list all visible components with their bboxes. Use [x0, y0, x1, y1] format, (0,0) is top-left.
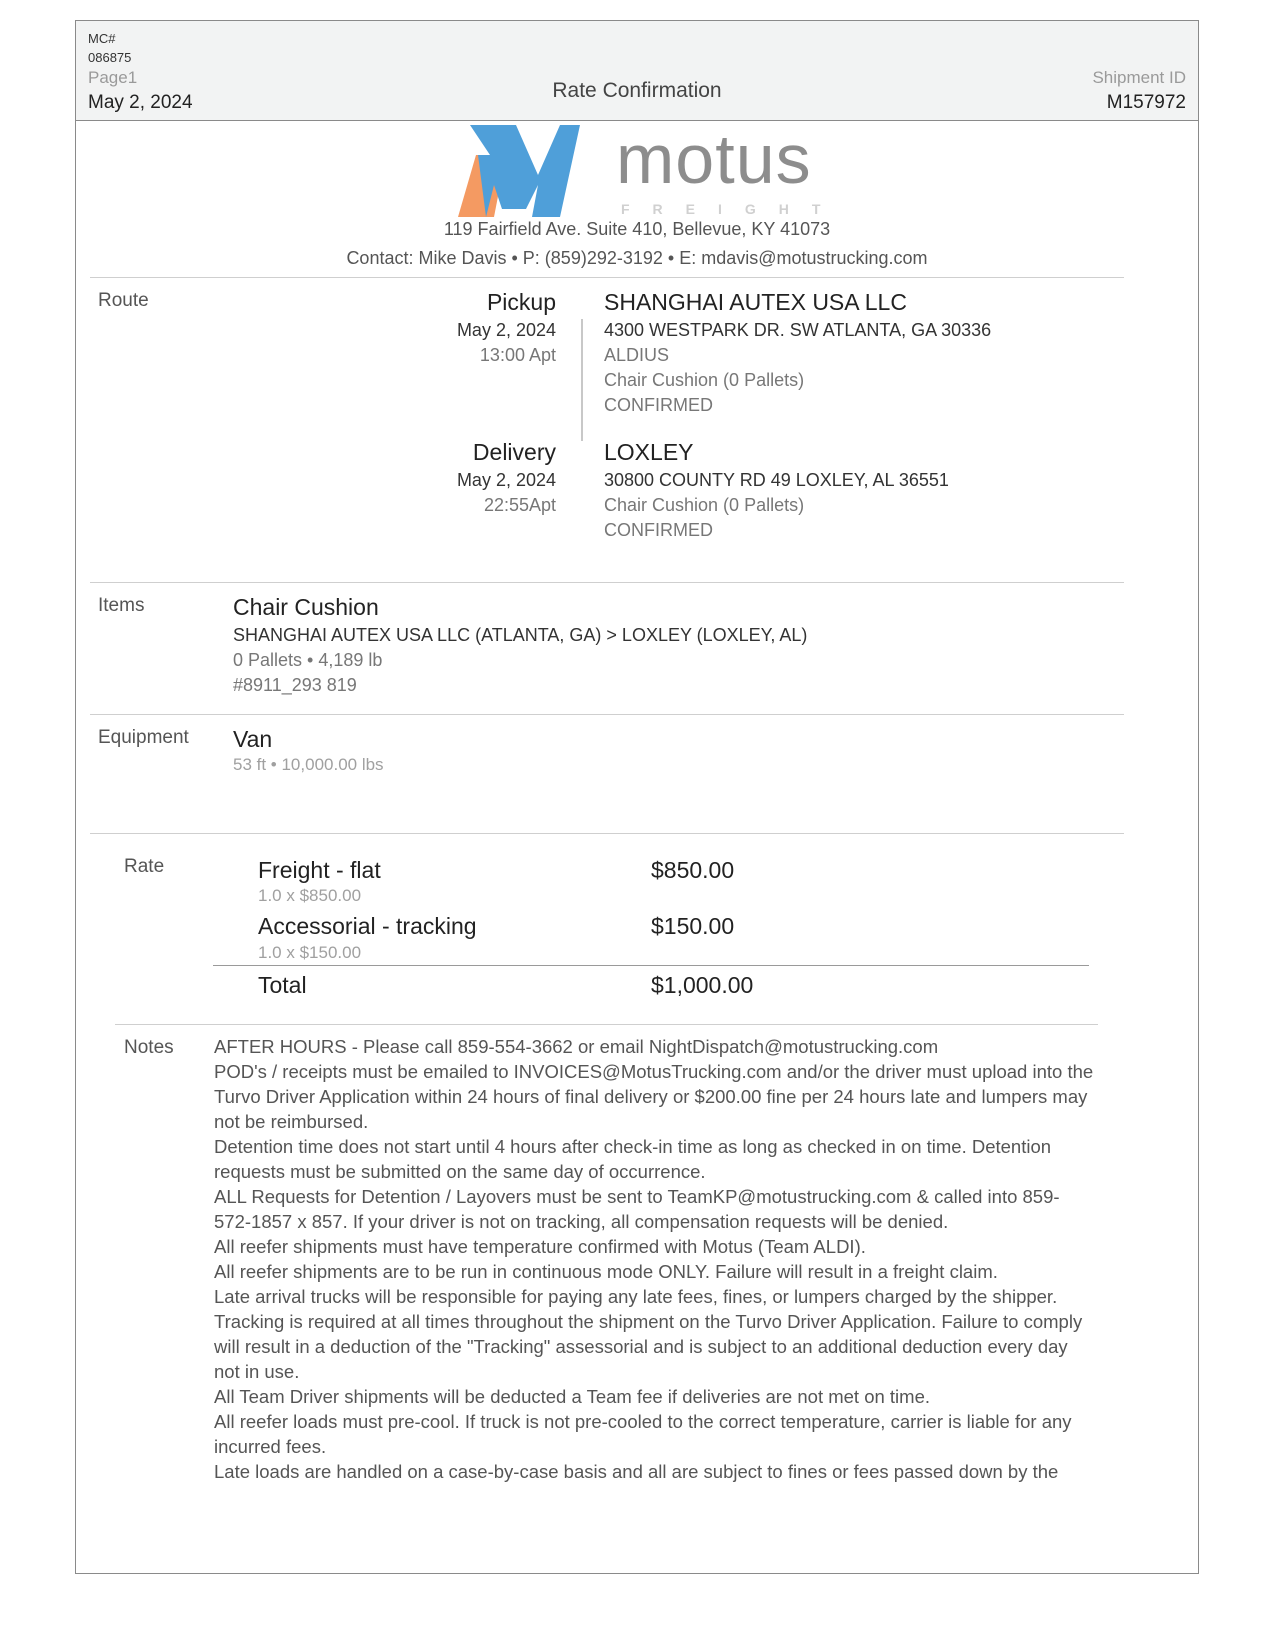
- note-line: ALL Requests for Detention / Layovers must be sent to TeamKP@motustrucking.com & called into 859-572-1857 x 857. If your driver is not on tracking, all compensation requests will be denied.: [214, 1186, 1060, 1232]
- mc-block: [88, 29, 131, 67]
- rate-line-name: Accessorial - tracking: [258, 913, 477, 939]
- page-number: Page1: [88, 68, 138, 87]
- rate-line-detail: 1.0 x $850.00: [258, 886, 362, 905]
- item-reference: #8911_293 819: [233, 675, 357, 695]
- item-quantity: 0 Pallets • 4,189 lb: [233, 650, 383, 670]
- pickup-item: Chair Cushion (0 Pallets): [604, 370, 805, 390]
- equipment-type: Van: [233, 726, 273, 752]
- total-divider: [213, 965, 1089, 966]
- pickup-date: May 2, 2024: [456, 320, 556, 340]
- pickup-status: CONFIRMED: [604, 395, 713, 415]
- mc-number: 086875: [88, 50, 132, 65]
- pickup-time: 13:00 Apt: [479, 345, 556, 365]
- divider: [90, 833, 1124, 834]
- item-lane: SHANGHAI AUTEX USA LLC (ATLANTA, GA) > LOXLEY (LOXLEY, AL): [233, 625, 808, 645]
- delivery-date: May 2, 2024: [456, 470, 556, 490]
- rate-label: Rate: [124, 856, 165, 877]
- note-line: All Team Driver shipments will be deducted a Team fee if deliveries are not met on time.: [214, 1386, 931, 1407]
- rate-total: $1,000.00: [651, 972, 754, 998]
- rate-total-label: Total: [258, 972, 307, 998]
- page-title: Rate Confirmation: [552, 79, 722, 102]
- shipment-id-label: Shipment ID: [1092, 68, 1186, 87]
- note-line: All reefer loads must pre-cool. If truck is not pre-cooled to the correct temperature, carrier is liable for any incurred fees.: [214, 1411, 1072, 1457]
- item-name: Chair Cushion: [233, 594, 379, 620]
- logo-wordmark: motus: [616, 120, 812, 198]
- route-connector: [581, 319, 583, 441]
- note-line: Late loads are handled on a case-by-case basis and all are subject to fines or fees passed down by the: [214, 1461, 1059, 1482]
- notes-label: Notes: [124, 1037, 174, 1058]
- equipment-label: Equipment: [98, 727, 189, 748]
- delivery-address: 30800 COUNTY RD 49 LOXLEY, AL 36551: [604, 470, 949, 490]
- delivery-status: CONFIRMED: [604, 520, 713, 540]
- note-line: Tracking is required at all times throughout the shipment on the Turvo Driver Application. Failure to comply will result in a deduction of the "Tracking" assessorial and is subject to an additional deduction every day not in use.: [214, 1311, 1083, 1382]
- pickup-extra: ALDIUS: [604, 345, 670, 365]
- equipment-spec: 53 ft • 10,000.00 lbs: [233, 755, 384, 774]
- rate-line-amount: $150.00: [651, 913, 735, 939]
- rate-line-amount: $850.00: [651, 857, 735, 883]
- delivery-item: Chair Cushion (0 Pallets): [604, 495, 805, 515]
- note-line: POD's / receipts must be emailed to INVOICES@MotusTrucking.com and/or the driver must upload into the Turvo Driver Application within 24 hours of final delivery or $200.00 fine per 24 hours late and lumpers may not be reimbursed.: [214, 1061, 1094, 1132]
- divider: [90, 714, 1124, 715]
- mc-label: MC#: [88, 31, 116, 46]
- pickup-name: SHANGHAI AUTEX USA LLC: [604, 289, 907, 315]
- document-page: [75, 20, 1199, 1574]
- note-line: All reefer shipments are to be run in continuous mode ONLY. Failure will result in a freight claim.: [214, 1261, 998, 1282]
- note-line: AFTER HOURS - Please call 859-554-3662 or email NightDispatch@motustrucking.com: [214, 1036, 939, 1057]
- route-label: Route: [98, 290, 149, 311]
- delivery-time: 22:55Apt: [483, 495, 556, 515]
- delivery-name: LOXLEY: [604, 439, 694, 465]
- notes-body: [214, 1034, 1096, 1484]
- pickup-address: 4300 WESTPARK DR. SW ATLANTA, GA 30336: [604, 320, 992, 340]
- document-header: [76, 21, 1198, 121]
- divider: [90, 582, 1124, 583]
- divider: [115, 1024, 1098, 1025]
- company-contact: Contact: Mike Davis • P: (859)292-3192 • E: mdavis@motustrucking.com: [346, 248, 928, 268]
- pickup-type: Pickup: [486, 289, 556, 315]
- items-label: Items: [98, 595, 145, 616]
- rate-line-detail: 1.0 x $150.00: [258, 943, 362, 962]
- divider: [90, 277, 1124, 278]
- note-line: All reefer shipments must have temperature confirmed with Motus (Team ALDI).: [214, 1236, 866, 1257]
- company-address: 119 Fairfield Ave. Suite 410, Bellevue, KY 41073: [443, 219, 831, 239]
- note-line: Detention time does not start until 4 hours after check-in time as long as checked in on time. Detention requests must be submitted on the same day of occurrence.: [214, 1136, 1052, 1182]
- delivery-type: Delivery: [472, 439, 556, 465]
- note-line: Late arrival trucks will be responsible for paying any late fees, fines, or lumpers charged by the shipper.: [214, 1286, 1058, 1307]
- header-date: May 2, 2024: [88, 92, 193, 113]
- rate-line-name: Freight - flat: [258, 857, 381, 883]
- shipment-id: M157972: [1106, 92, 1186, 113]
- logo-blue-shape: [470, 125, 580, 217]
- logo-subtitle: FREIGHT: [621, 201, 844, 217]
